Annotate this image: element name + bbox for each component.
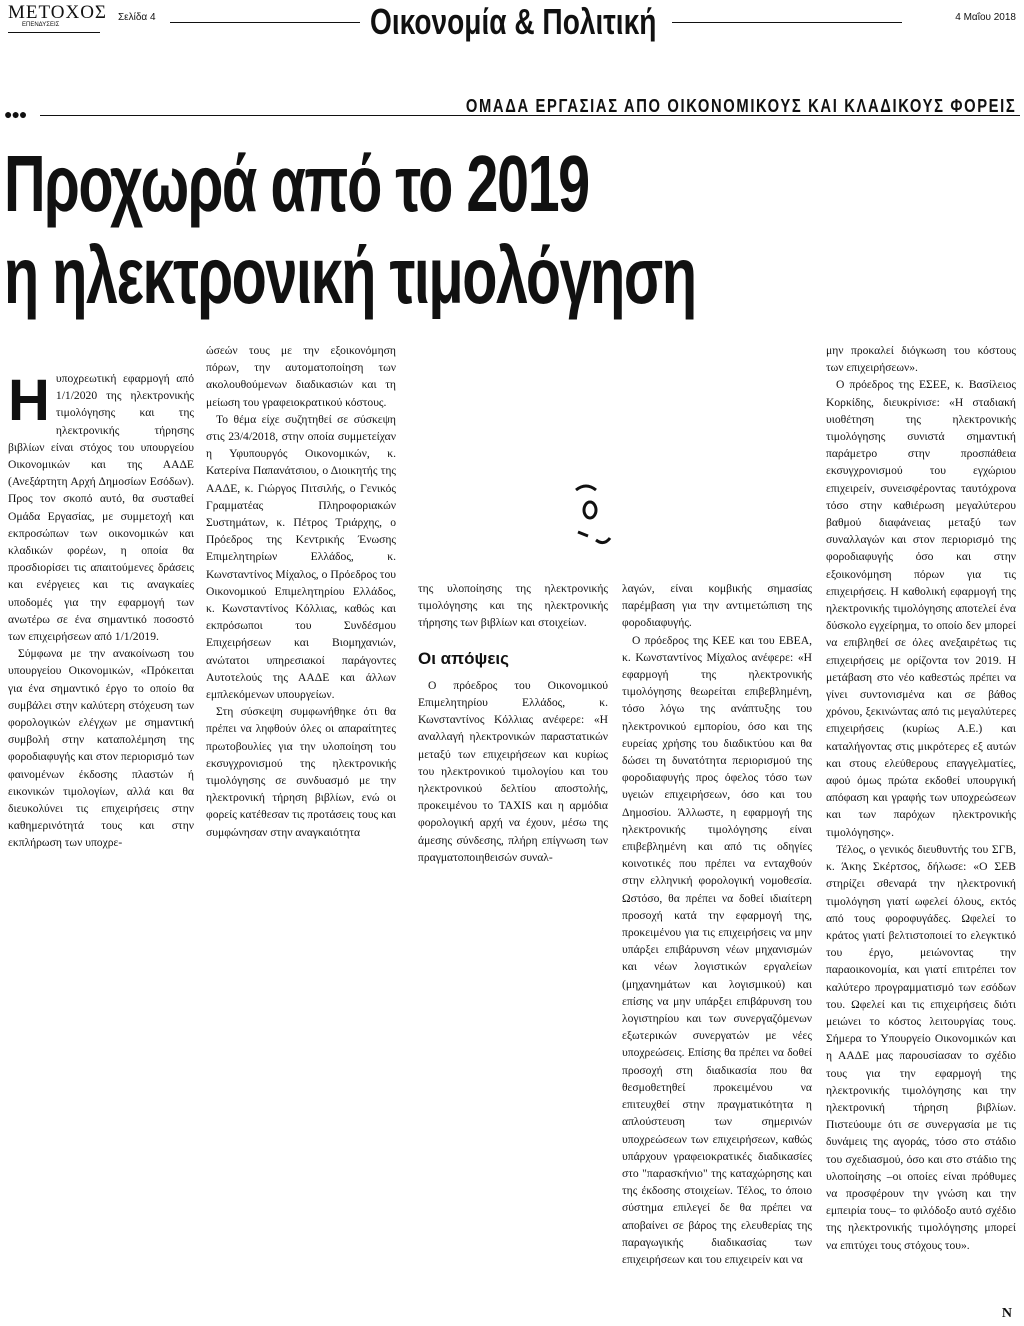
header-rule-left	[170, 22, 360, 23]
section-subheading: Οι απόψεις	[418, 648, 509, 668]
paragraph: Ο πρόεδρος της ΕΣΕΕ, κ. Βασίλειος Κορκίδης, διευκρίνισε: «Η σταδιακή υιοθέτηση της ηλεκτρονικής τιμολόγησης συνιστά σημαντική παράμετρο στην προσπάθεια εκσυγχρονισμού του εγχώριου επιχειρείν, συνεισφέροντας ταυτόχρονα τόσο στην καθιέρωση μεγαλύτερου βαθμού διαφάνειας μεταξύ των συναλλαγών και στον περιορισμό της φοροδιαφυγής όσο και στην εξοικονόμηση πόρων για τις επιχειρήσεις. Η καθολική εφαρμογή της ηλεκτρονικής τιμολόγησης αποτελεί ένα δύσκολο εγχείρημα, το οποίο δεν μπορεί να επιβληθεί σε όλες ανεξαιρέτως τις επιχειρήσεις με ορίζοντα τον 2019. Η μετάβαση στο νέο καθεστώς πρέπει να γίνει συντονισμένα και σε βάθος χρόνου, ξεκινώντας από τις μεγαλύτερες επιχειρήσεις (κυρίως Α.Ε.) και καταλήγοντας στις μικρότερες εξ αυτών και στους ελεύθερους επαγγελματίες, αφού όμως πρώτα εκδοθεί υπουργική απόφαση και γραφής των υποχρεώσεων και των παρόχων ηλεκτρονικής τιμολόγησης».	[826, 378, 1016, 839]
article-subhead: ΟΜΑΔΑ ΕΡΓΑΣΙΑΣ ΑΠΟ ΟΙΚΟΝΟΜΙΚΟΥΣ ΚΑΙ ΚΛΑΔΙΚΟΥΣ ΦΟΡΕΙΣ	[465, 96, 1016, 116]
bullet-dots: ●●●	[4, 108, 27, 123]
page-label: Σελίδα 4	[118, 12, 156, 23]
paragraph: Τέλος, ο γενικός διευθυντής του ΣΓΒ, κ. Άκης Σκέρτσος, δήλωσε: «Ο ΣΕΒ στηρίζει σθεναρά την ηλεκτρονική τιμολόγηση γιατί ωφελεί όλους, εκτός από τους φοροφυγάδες. Ωφελεί το κράτος γιατί βελτιστοποιεί το ελεγκτικό του έργο, μειώνοντας την παραοικονομία, και γιατί επιτρέπει τον καλύτερο προγραμματισμό των εσόδων του. Ωφελεί και τις επιχειρήσεις διότι μειώνει το κόστος λειτουργίας τους. Σήμερα το Υπουργείο Οικονομικών και η ΑΑΔΕ μας παρουσίασαν το σχέδιο τους για την εφαρμογή της ηλεκτρονικής τιμολόγησης και την ηλεκτρονική τήρηση βιβλίων. Πιστεύουμε ότι σε συνεργασία με τις δυνάμεις της αγοράς, τόσο στο στάδιο του σχεδιασμού, όσο και στο στάδιο της υλοποίησης –οι οποίες είναι πρόθυμες να προσφέρουν την γνώση και την εμπειρία τους– το φιλόδοξο αυτό σχέδιο της ηλεκτρονικής τιμολόγησης μπορεί να επιτύχει τους στόχους του».	[826, 842, 1016, 1252]
article-column-1	[8, 370, 194, 1320]
paragraph: Ο πρόεδρος του Οικονομικού Επιμελητηρίου Ελλάδος, κ. Κωνσταντίνος Κόλλιας ανέφερε: «Η αναλλαγή ηλεκτρονικών παραστατικών μεταξύ των επιχειρήσεων και κυρίως του ηλεκτρονικού τιμολογίου και του ηλεκτρονικού δελτίου αποστολής, προκειμένου το TAXIS και η αρμόδια φορολογική αρχή να έχουν, μέσω της άμεσης σύνδεσης, πλήρη επίγνωση των πραγματοποιηθεισών συναλ-	[418, 678, 608, 864]
paragraph: της υλοποίησης της ηλεκτρονικής τιμολόγησης και της ηλεκτρονικής τήρησης των βιβλίων και στοιχείων.	[418, 582, 608, 630]
article-headline	[4, 138, 696, 322]
paragraph: υποχρεωτική εφαρμογή από 1/1/2020 της ηλεκτρονικής τιμολόγησης και της ηλεκτρονικής τήρησης βιβλίων είναι στόχος του υπουργείου Οικονομικών και της ΑΑΔΕ (Ανεξάρτητη Αρχή Δημοσίων Εσόδων). Προς τον σκοπό αυτό, θα συσταθεί Ομάδα Εργασίας, με συμμετοχή και εκπροσώπων των οικονομικών και κλαδικών φορέων, η οποία θα προσδιορίσει τις απαιτούμενες δράσεις και ενέργειες και τις αναγκαίες υποδομές για την εφαρμογή των ανωτέρω σε ένα σημαντικό ποσοστό των επιχειρήσεων από 1/1/2019.	[8, 372, 194, 644]
paragraph: Στη σύσκεψη συμφωνήθηκε ότι θα πρέπει να ληφθούν όλες οι απαραίτητες πρωτοβουλίες για την υλοποίηση του εκσυγχρονισμού της ηλεκτρονικής τιμολόγησης σε συνδυασμό με την ηλεκτρονική τήρηση βιβλίων, ενώ οι φορείς κατέθεσαν τις προτάσεις τους και συμφώνησαν στην αναγκαιότητα	[206, 705, 396, 839]
headline-line-1: Προχωρά από το 2019	[4, 139, 589, 228]
header-rule-right	[672, 22, 902, 23]
paragraph: λαγών, είναι κομβικής σημασίας παρέμβαση για την αντιμετώπιση της φοροδιαφυγής.	[622, 582, 812, 630]
paragraph: Σύμφωνα με την ανακοίνωση του υπουργείου Οικονομικών, «Πρόκειται για ένα σημαντικό έργο το οποίο θα συμβάλει στην καλύτερη στόχευση των φορολογικών ελέγχων με σημαντική συμβολή στην καταπολέμηση της φοροδιαφυγής και στον περιορισμό των φαινομένων έκδοσης πλαστών ή εικονικών τιμολογίων, αλλά και θα διευκολύνει τις επιχειρήσεις στην καθημερινότητά τους και στην εκπλήρωση των υποχρε-	[8, 647, 194, 850]
article-column-3	[418, 580, 608, 960]
masthead-logo: ΜΕΤΟΧΟΣ	[8, 2, 107, 23]
paragraph: ώσεών τους με την εξοικονόμηση πόρων, την αυτοματοποίηση των ακολουθούμενων διαδικασιών και τη μείωση του γραφειοκρατικού κόστους.	[206, 344, 396, 409]
end-mark: Ν	[1001, 1306, 1012, 1321]
paragraph: Το θέμα είχε συζητηθεί σε σύσκεψη στις 23/4/2018, στην οποία συμμετείχαν η Υφυπουργός Οικονομικών, κ. Κατερίνα Παπανάτσιου, ο Διοικητής της ΑΑΔΕ, κ. Γιώργος Πιτσιλής, ο Γενικός Γραμματέας Πληροφοριακών Συστημάτων, κ. Πέτρος Τριάρχης, ο Πρόεδρος της Κεντρικής Ένωσης Επιμελητηρίων Ελλάδος, κ. Κωνσταντίνος Μίχαλος, ο Πρόεδρος του Οικονομικού Επιμελητηρίου Ελλάδος, κ. Κωνσταντίνος Κόλλιας, καθώς και εκπρόσωποι του Συνδέσμου Επιχειρήσεων και Βιομηχανιών, ανώτατοι υπηρεσιακοί παράγοντες Αυτοτελούς της ΑΑΔΕ και άλλων εμπλεκόμενων υπουργείων.	[206, 412, 396, 702]
paragraph: μην προκαλεί διόγκωση του κόστους των επιχειρήσεων».	[826, 344, 1016, 375]
masthead-rule	[8, 32, 100, 33]
paragraph: Ο πρόεδρος της ΚΕΕ και του ΕΒΕΑ, κ. Κωνσταντίνος Μίχαλος ανέφερε: «Η εφαρμογή της ηλεκτρονικής τιμολόγησης θεωρείται επιβεβλημένη, τόσο λόγω της ανάπτυξης του ηλεκτρονικού εμπορίου, όσο και της ευρείας χρήσης του διαδικτύου και θα δώσει τη δυνατότητα περιορισμού της φοροδιαφυγής προς όφελος τόσο των υγειών επιχειρήσεων, όσο και του Δημοσίου. Άλλωστε, η εφαρμογή της ηλεκτρονικής τιμολόγησης είναι επιβεβλημένη και από τις οδηγίες κοινοτικές που πρέπει να ενταχθούν στην ελληνική φορολογική νομοθεσία. Ωστόσο, θα πρέπει να δοθεί ιδιαίτερη προσοχή κατά την εφαρμογή της, προκειμένου για τις επιχειρήσεις να μην υπάρξει επιβάρυνση νέων μηχανισμών και νέων λογιστικών εργαλείων (μηχανημάτων και λογισμικού) και επίσης να μην υπάρξει επιβάρυνση του λογιστηρίου και των συνεργαζόμενων εξωτερικών συνεργατών με νέες υποχρεώσεις. Επίσης θα πρέπει να δοθεί προσοχή στη διαδικασία που θα θεσμοθετηθεί προκειμένου να επιτευχθεί στην πραγματικότητα η απλούστευση των σημερινών υποχρεώσεων των επιχειρήσεων, καθώς υπάρχουν γραφειοκρατικές διαδικασίες στο "παρασκήνιο" της καταχώρησης και της έκδοσης στοιχείων. Τέλος, το όποιο σύστημα επιλεγεί δε θα πρέπει να αποβαίνει σε βάρος της ελευθερίας της παραγωγικής διαδικασίας των επιχειρήσεων και του επιχειρείν και να	[622, 633, 812, 1266]
article-column-2	[206, 342, 396, 1322]
decorative-ornament	[556, 470, 626, 560]
drop-cap: Η	[8, 370, 50, 433]
article-column-4	[622, 580, 812, 1322]
article-column-5	[826, 342, 1016, 1307]
masthead-subtitle: ΕΠΕΝΔΥΣΕΙΣ	[22, 22, 60, 28]
section-title: Οικονομία & Πολιτική	[370, 1, 657, 42]
issue-date: 4 Μαΐου 2018	[955, 12, 1016, 23]
headline-line-2: η ηλεκτρονική τιμολόγηση	[4, 231, 696, 320]
